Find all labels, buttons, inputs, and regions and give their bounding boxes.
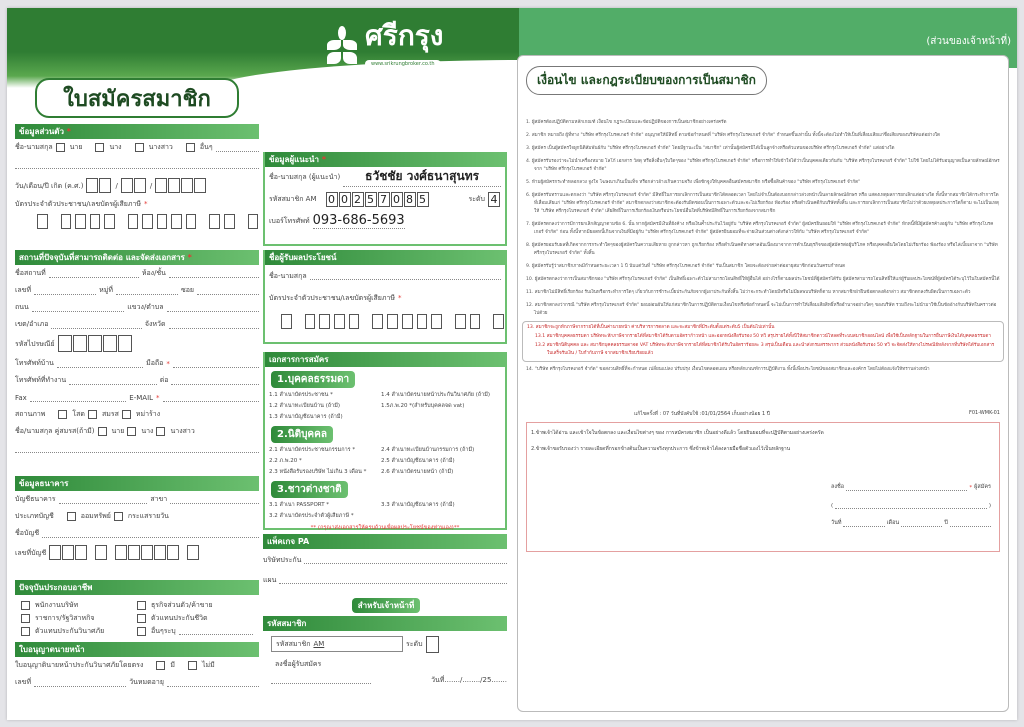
personal-section [15,124,259,232]
declaration-item: 1.ข้าพเจ้าได้อ่าน และเข้าใจในข้อตกลง และเงื่อนไขต่างๆ ของ การสมัครสมาชิก เป็นอย่างดีแล้ว โดยยินยอมที่จะปฏิบัติตามอย่างเคร่งครัด [531,430,824,436]
other-prefix-field[interactable] [216,144,259,152]
id-label-row: บัตรประจำตัวประชาชน/เลขบัตรผู้เสียภาษี * [15,199,148,208]
document-item: 1.3 สำเนาบัญชีธนาคาร (ถ้ามี) [269,413,343,420]
officer-am-field[interactable]: รหัสสมาชิก AM [271,636,403,652]
referrer-section [263,152,507,246]
account-type-checkbox[interactable] [67,512,76,521]
district-field[interactable] [51,321,141,329]
status-checkbox[interactable] [58,410,67,419]
address-row: เขต/อำเภอ จังหวัด [15,316,259,333]
document-row [269,510,501,521]
bank-row: บัญชีธนาคาร สาขา [15,491,259,508]
name-line [15,156,259,174]
beneficiary-name-field[interactable] [310,272,501,280]
document-item: 2.3 หนังสือรับรองบริษัท ไม่เกิน 3 เดือน * [269,468,367,475]
brand-name: ศรีกรุง [365,19,444,52]
term-item: 13.1 สมาชิกบุคคลธรรมดา บริษัทจะหักภาษีจากรายได้ที่สมาชิกได้รับตามอัตราก้าวหน้า และออกหนังสือรับรอง 50 ทวิ สรุปรายได้ทั้งปีให้สมาชิกดาวน์โหลดที่ระบบสมาชิกออนไลน์ เพื่อใช้เป็นหลักฐานในการยื่นภาษีเงินได้บุคคลธรรมดา [535,334,991,339]
personal-section-header: ข้อมูลส่วนตัว * [15,124,259,139]
document-item: 1.2 สำเนาทะเบียนบ้าน (ถ้ามี) [269,402,341,409]
ext-field[interactable] [171,377,259,385]
occupation-section [15,580,259,637]
beneficiary-section-header: ชื่อผู้รับผลประโยชน์ [265,250,505,265]
brand-logo [325,19,444,69]
prefix-checkbox[interactable] [56,143,65,152]
account-name-field[interactable] [42,530,259,538]
status-checkbox[interactable] [88,410,97,419]
address-row: เลขที่ หมู่ที่ ซอย [15,282,259,299]
beneficiary-name-row: ชื่อ-นามสกุล [265,265,505,287]
marital-status-row: สถานภาพ โสด สมรส หม่าร้าง [15,410,161,418]
term-item: 9. ผู้สมัครรับรู้ว่าสมาชิกภาพมีกำหนดระยะเวลา 1 ปี นับแต่วันที่ "บริษัท ศรีกรุงโบรคเกอร์ จำกัด" รับเป็นสมาชิก โดยจะต้องจ่ายค่าต่ออายุสมาชิกก่อนวันครบกำหนด [526,264,846,269]
term-item: 5. ห้ามผู้สมัครกระทำหลอกลวง จูงใจ โฆษณาเกินเป็นเท็จ หรือกล่าวอ้างเกินความจริง เพื่อชักจูงให้บุคคลอื่นสมัครสมาชิก หรือซื้อสินค้าของ "บริษัท ศรีกรุงโบรคเกอร์ จำกัด" [526,180,861,185]
id-boxes[interactable] [15,210,259,232]
version-line: แก้ไขครั้งที่ : 07 วันที่บังคับใช้ :01/01/2564 เก็บอย่างน้อย 1 ปี F01-WMK-01 [634,410,1000,417]
work-phone-row: โทรศัพท์ที่ทำงาน ต่อ [15,372,259,389]
document-item: 3.1 สำเนา PASSPORT * [269,501,330,508]
applicant-date-row: วันที่ เดือน ปี [831,519,991,527]
officer-only-tag: สำหรับเจ้าหน้าที่ [352,598,420,613]
pa-plan-row: แผน [263,571,507,589]
status-checkbox[interactable] [122,410,131,419]
dob-month-boxes[interactable] [121,178,147,195]
document-item: 2.2 ภ.พ.20 * [269,457,302,464]
soi-field[interactable] [197,287,259,295]
officer-signature-field[interactable] [271,676,371,684]
occupation-option[interactable]: ตัวแทนประกันวินาศภัย [21,625,137,637]
document-item: 3.2 สำเนาบัตรประจำตัวผู้เสียภาษี * [269,512,354,519]
road-field[interactable] [32,304,124,312]
document-item: 2.6 สำเนาบัตรนายหน้า (ถ้ามี) [381,468,454,475]
spouse-prefix-checkbox[interactable] [127,427,136,436]
account-name-row: ชื่อบัญชี [15,525,259,542]
term-item: 1. ผู้สมัครต้องปฏิบัติตามหลักเกณฑ์ เงื่อนไข กฎระเบียบและข้อปฏิบัติของการเป็นสมาชิกอย่างเคร่งครัด [526,120,727,125]
home-phone-field[interactable] [57,360,143,368]
document-groups [265,367,505,521]
officer-signer-label: ลงชื่อผู้รับสมัคร [275,659,322,668]
applicant-name-field[interactable] [835,501,987,509]
spouse-name-field[interactable] [15,445,259,453]
document-row [269,466,501,477]
applicant-sign-row: ลงชื่อ * ผู้สมัคร [831,484,991,491]
beneficiary-section [263,250,507,344]
bank-name-field[interactable] [59,496,148,504]
document-item: 1.5ภ.พ.20 *(สำหรับบุคคลจด vat) [381,402,465,409]
referrer-name-row: ชื่อ-นามสกุล (ผู้แนะนำ) ธวัชชัย วงศ์ธนาสุนทร [265,167,505,187]
account-type-row: ประเภทบัญชี ออมทรัพย์ กระแสรายวัน [15,512,169,520]
term-item: 14. "บริษัท ศรีกรุงโบรคเกอร์ จำกัด" ขอสงวนสิทธิ์ที่จะกำหนด เปลี่ยนแปลง ปรับปรุง เงื่อนไขตลอดแผน หรือหลักเกณฑ์การปฏิบัติงาน ทั้งนี้เพื่อประโยชน์ของสมาชิกและองค์กร โดยไม่ต้องแจ้งให้ทราบล่วงหน้า [526,367,930,372]
account-no-boxes[interactable] [49,545,200,562]
license-expiry-field[interactable] [167,679,259,687]
documents-section [263,352,507,530]
address-section-header: สถานที่ปัจจุบันที่สามารถติดต่อ และจัดส่งเอกสาร * [15,250,259,265]
applicant-name-row: ( ) [831,503,991,509]
term-item: 8. ผู้สมัครยอมรับผลที่เกิดจากการกระทำใดๆของผู้สมัครในความเสียหาย ถูกกล่าวหา ถูกเรียกร้อง หรือดำเนินคดีทางศาลอันเนื่องมาจากการดำเนินธุรกิจของผู้สมัครต่อผู้บริโภค หรือบุคคลอื่นใดโดยไม่เรียกร้อง ฟ้องร้อง หรือไล่เบี้ยเอาจาก "บริษัท ศรีกรุงโบรคเกอร์ จำกัด" ทั้งสิ้น [526,243,998,256]
spouse-prefix-checkbox[interactable] [98,427,107,436]
documents-note: ** (กรุณาส่งเอกสารให้ครบถ้วนเพื่อผลประโยชน์ของท่านเอง)** [310,525,460,531]
account-type-checkbox[interactable] [114,512,123,521]
referrer-section-header: ข้อมูลผู้แนะนำ * [265,152,505,167]
document-row [269,499,501,510]
pa-company-row: บริษัทประกัน [263,549,507,571]
am-digit-box[interactable]: 0 [326,192,338,207]
dob-year-boxes[interactable] [155,178,207,195]
pa-section-header: แพ็คเกจ PA [263,534,507,549]
spouse-prefix-checkbox[interactable] [156,427,165,436]
dob-day-boxes[interactable] [86,178,112,195]
pa-plan-field[interactable] [279,576,507,584]
branch-field[interactable] [170,496,259,504]
name-field[interactable] [15,161,259,169]
work-phone-field[interactable] [69,377,157,385]
term-item: 4. ผู้สมัครรับรองว่าจะไม่นำเครื่องหมาย โลโก้ เอกสาร วัสดุ หรือสิ่งอื่นๆใบใดๆของ "บริษัท ศรีกรุงโบรคเกอร์ จำกัด" หรือการทำให้เข้าใจได้ว่าเป็นบุคคลเดียวกันกับ "บริษัท ศรีกรุงโบรคเกอร์ จำกัด" ไปใช้ โดยไม่ได้รับอนุญาตเป็นลายลักษณ์อักษรจาก "บริษัท ศรีกรุงโบรคเกอร์ จำกัด" [526,159,1000,172]
document-item: 2.5 สำเนาบัญชีธนาคาร (ถ้ามี) [381,457,455,464]
document-item: 2.4 สำเนาทะเบียนบ้านกรรมการ (ถ้ามี) [381,446,475,453]
term-item: 3. ผู้สมัคร เป็นผู้สมัครใจผูกนิติสัมพันธ์กับ "บริษัท ศรีกรุงโบรคเกอร์ จำกัด" โดยมีฐานะเป็น "สมาชิก" เท่านั้นผู้สมัครมิได้เป็นลูกจ้างหรือตัวแทนของบริษัท ศรีกรุงโบรคเกอร์ จำกัด" แต่อย่างใด [526,146,895,151]
terms-list [526,119,1000,318]
spouse-row: ชื่อ/นามสกุล คู่สมรส(ถ้ามี) นาย นาง นางสาว [15,427,195,435]
occupation-option[interactable]: ตัวแทนประกันชีวิต [137,612,253,624]
license-section-header: ใบอนุญาตนายหน้า [15,642,259,657]
license-yes-checkbox[interactable] [156,661,165,670]
mobile-field[interactable] [173,360,259,368]
license-question-row: ใบอนุญาตินายหน้าประกันวินาศภัยโดยตรง มี ไม่มี [15,661,215,669]
license-no-checkbox[interactable] [188,661,197,670]
sprout-icon [325,26,359,66]
officer-sign-row: วันที่......./......../25....... [263,671,507,689]
am-digit-box[interactable]: 0 [391,192,403,207]
postcode-row: รหัสไปรษณีย์ [15,333,259,355]
term-item: 10. ผู้สมัครตกลงว่าการเป็นสมาชิกของ "บริษัท ศรีกรุงโบรคเกอร์ จำกัด" เป็นสิทธิ์เฉพาะตัวไม่สามารถโอนสิทธิ์ให้ผู้อื่นได้ อย่างไรก็ตามผลประโยชน์ที่ผู้สมัครได้รับ ผู้สมัครสามารถโอนสิทธิ์ให้แก่ผู้รับผลประโยชน์ที่ผู้สมัครได้ระบุไว้ในใบสมัครนี้ได้ [526,277,1000,282]
dob-row: วัน/เดือน/ปี เกิด (ค.ศ.) / / [15,174,259,198]
am-digit-box[interactable]: 0 [339,192,351,207]
pa-company-field[interactable] [304,556,507,564]
prefix-checkbox[interactable] [186,143,195,152]
officer-section-tag: (ส่วนของเจ้าหน้าที่) [926,36,1011,47]
document-row [269,389,501,400]
license-number-row: เลขที่ วันหมดอายุ [15,674,259,691]
day-field[interactable] [843,519,884,527]
occupation-section-header: ปัจจุบันประกอบอาชีพ [15,580,259,595]
license-section [15,642,259,691]
referrer-phone-row: เบอร์โทรศัพท์ 093-686-5693 [269,213,405,228]
document-row [269,455,501,466]
referrer-am-boxes[interactable] [326,192,430,207]
fax-email-row: Fax E-MAIL * [15,389,259,406]
room-field[interactable] [169,270,259,278]
bank-section [15,476,259,564]
officer-level-box[interactable] [426,636,439,653]
address-row: ถนน แขวง/ตำบล [15,299,259,316]
beneficiary-id-label: บัตรประจำตัวประชาชน/เลขบัตรผู้เสียภาษี * [269,293,402,302]
beneficiary-id-boxes[interactable] [265,309,505,333]
moo-field[interactable] [116,287,178,295]
officer-am-row: รหัสสมาชิก AM ระดับ [263,631,507,657]
term-item: 7. ผู้สมัครตกลงว่าการมีการยกเลิกสัญญาตามข้อ 6. นั้น หากผู้สมัครมีเงินที่ยังค้าง หรือเงินค้ำประกันไว้อยู่กับ "บริษัท ศรีกรุงโบรคเกอร์ จำกัด" ผู้สมัครยินยอมให้ "บริษัท ศรีกรุงโบรคเกอร์ จำกัด" หักหนี้ที่มีผู้สมัครค้างอยู่กับ "บริษัท ศรีกรุงโบรคเกอร์ จำกัด" ก่อน ทั้งนี้หากมียอดหนี้เกินจากเงินที่มีอยู่กับ "บริษัท ศรีกรุงโบรคเกอร์ จำกัด" ผู้สมัครยินยอมที่จะจ่ายเงินส่วนต่างดังกล่าวให้กับ "บริษัท ศรีกรุงโบรคเกอร์ จำกัด" [526,222,994,235]
license-number-field[interactable] [34,679,126,687]
postcode-boxes[interactable] [58,335,133,354]
am-digit-box[interactable]: 5 [365,192,377,207]
document-row [269,411,501,422]
referrer-name-field[interactable]: ธวัชชัย วงศ์ธนาสุนทร [343,167,501,187]
subdistrict-field[interactable] [167,304,259,312]
terms-title: เงื่อนไข และกฎระเบียบของการเป็นสมาชิก [526,66,767,95]
am-digit-box[interactable]: 7 [378,192,390,207]
document-group-tag: 1.บุคคลธรรมดา [271,371,355,388]
application-form-page [7,8,1017,720]
term-item: 6. ผู้สมัครรับทราบและตกลงว่า "บริษัท ศรีกรุงโบรคเกอร์ จำกัด" มีสิทธิ์ในการยกเลิกการเป็นสมาชิกได้ตลอดเวลา โดยไม่จำเป็นต้องบอกกล่าวล่วงหน้าเป็นลายลักษณ์อักษร หรือ แสดงเหตุผลการยกเลิกแต่อย่างใด ทั้งนี้หากสมาชิกได้กระทำการใดที่เสื่อมเสียแก่ "บริษัท ศรีกรุงโบรคเกอร์ จำกัด" สมาชิกตกลงว่าสมาชิกจะต้องรับผิดชอบเป็นการเฉพาะตัวและจะไม่เรียกร้อง ฟ้องร้อง หรือดำเนินคดีกับบริษัททั้งสิ้น และการยกเลิกการเป็นสมาชิกไม่ว่าด้วยเหตุผลประการใดก็ตาม จะไม่เป็นเหตุให้ "บริษัท ศรีกรุงโบรคเกอร์ จำกัด" เสียสิทธิ์ในการเรียกร้องเงินหรือประโยชน์อื่นใดที่บริษัทมีสิทธิ์ในการเรียกร้องจากสมาชิก [526,193,999,214]
document-item: 1.1 สำเนาบัตรประชาชน * [269,391,333,398]
prefix-checkbox[interactable] [95,143,104,152]
term-item: 13.2 สมาชิกนิติบุคคล และ สมาชิกบุคคลธรรมดาจด VAT บริษัทจะหักภาษีจากรายได้ที่สมาชิกได้รับในอัตราร้อยละ 3 สรุปเป็นเดือน และนำส่งกรมสรรพากร ส่วนหนังสือรับรอง 50 ทวิ จะจัดส่งให้ทางไปรษณีย์หลังจากที่บริษัทได้รับเอกสารใบเสร็จรับเงิน / ใบกำกับภาษี จากสมาชิกเรียบร้อยแล้ว [535,343,995,356]
year-field[interactable] [950,519,991,527]
phone-row: โทรศัพท์บ้าน มือถือ * [15,355,259,372]
form-code: F01-WMK-01 [968,410,1000,416]
address-section [15,250,259,457]
term-item: 13. สมาชิกจะถูกหักภาษีจากรายได้ที่เป็นค่านายหน้า ค่าบริหารการตลาด และจะสมาชิกที่มีระดับตั้งแต่ระดับ5 เป็นต้นไปเท่านั้น [527,325,775,330]
prefix-checkbox[interactable] [135,143,144,152]
spouse-name-line [15,440,259,457]
email-field[interactable] [163,394,259,402]
term-item: 11. สมาชิกไม่มีสิทธิ์เรียกร้อง รับเงินหรือกระทำการใดๆ เกี่ยวกับการชำระเบี้ยประกันภัยจากผู้เอาประกันทั้งสิ้น ไม่ว่าจะกระทำโดยมีหรือไม่มีผลพบบริษัทก็ตาม หากสมาชิกฝ่าฝืนข้อตกลงดังกล่าว สมาชิกตกลงรับผิดเป็นการเฉพาะตัว [526,290,971,295]
document-item: 3.3 สำเนาบัญชีธนาคาร (ถ้ามี) [381,501,455,508]
term-item: 12. สมาชิกตกลงว่ากรณี "บริษัท ศรีกรุงโบรคเกอร์ จำกัด" ยอมผ่อนผันให้แก่สมาชิกในการปฏิบัติตามเงื่อนไขหรือข้อกำหนดนี้ จะไม่เป็นการทำให้เสื่อมเสียสิทธิ์หรืออำนาจอย่างใดๆ ของบริษัท รวมถึงจะไม่นำมาใช้เป็นข้ออ้างกับบริษัทในคราวต่อไปด้วย [526,303,997,316]
bank-section-header: ข้อมูลธนาคาร [15,476,259,491]
referrer-am-row: รหัสสมาชิก AM 0 0 2 5 7 0 8 5 ระดับ 4 [265,187,505,211]
brand-url: www.srikrungbroker.co.th [365,60,441,68]
referrer-phone-field[interactable]: 093-686-5693 [312,213,405,228]
applicant-signature-field[interactable] [846,483,967,491]
document-item: 1.4 สำเนาบัตรนายหน้าประกันวินาศภัย (ถ้ามี) [381,391,491,398]
occupation-option[interactable]: พนักงานบริษัท [21,599,137,611]
occupation-option[interactable]: อื่นๆระบุ [137,625,253,637]
house-no-field[interactable] [34,287,96,295]
term-item: 2. สมาชิก หมายถึง ผู้ที่ทาง "บริษัท ศรีกรุงโบรคเกอร์ จำกัด" อนุญาตให้มีสิทธิ์ ตามข้อกำหนดที่ "บริษัท ศรีกรุงโบรคเกอร์ จำกัด" กำหนดขึ้นเท่านั้น ทั้งนี้จะต้องไม่ทำให้เป็นที่เสื่อมเสียแก่ชื่อเสียงของบริษัทแต่อย่างใด [526,133,940,138]
document-row [269,444,501,455]
document-group-tag: 3.ชาวต่างชาติ [271,481,348,498]
account-no-row: เลขที่บัญชี [15,542,259,564]
month-field[interactable] [901,519,942,527]
document-row [269,400,501,411]
declaration-box [526,422,1000,552]
am-digit-box[interactable]: 5 [417,192,429,207]
fax-field[interactable] [30,394,126,402]
document-item: 2.1 สำเนาบัตรประชาชนกรรมการ * [269,446,356,453]
form-title: ใบสมัครสมาชิก [35,78,239,118]
address-row: ชื่อสถานที่ ห้อง/ชั้น [15,265,259,282]
province-field[interactable] [169,321,259,329]
occupation-option[interactable]: ราชการ/รัฐวิสาหกิจ [21,612,137,624]
place-field[interactable] [49,270,139,278]
documents-section-header: เอกสารการสมัคร [265,352,505,367]
occupation-option[interactable]: ธุรกิจส่วนตัว/ค้าขาย [137,599,253,611]
terms-panel [517,55,1009,712]
name-row: ชื่อ-นามสกุล นาย นาง นางสาว อื่นๆ [15,139,259,156]
declaration-item: 2.ข้าพเจ้าขอรับรองว่า รายละเอียดที่กรอกข้างต้นเป็นความจริงทุกประการ ซึ่งข้าพเจ้าได้ลงลายมือชื่อตัวเองไว้เป็นหลักฐาน [531,446,791,452]
am-digit-box[interactable]: 2 [352,192,364,207]
member-code-section-header: รหัสสมาชิก [263,616,507,631]
referrer-level-box[interactable]: 4 [488,192,500,207]
document-group-tag: 2.นิติบุคคล [271,426,333,443]
tax-terms-box [522,321,1004,362]
am-digit-box[interactable]: 8 [404,192,416,207]
occupation-options [15,595,259,637]
pa-section [263,534,507,689]
